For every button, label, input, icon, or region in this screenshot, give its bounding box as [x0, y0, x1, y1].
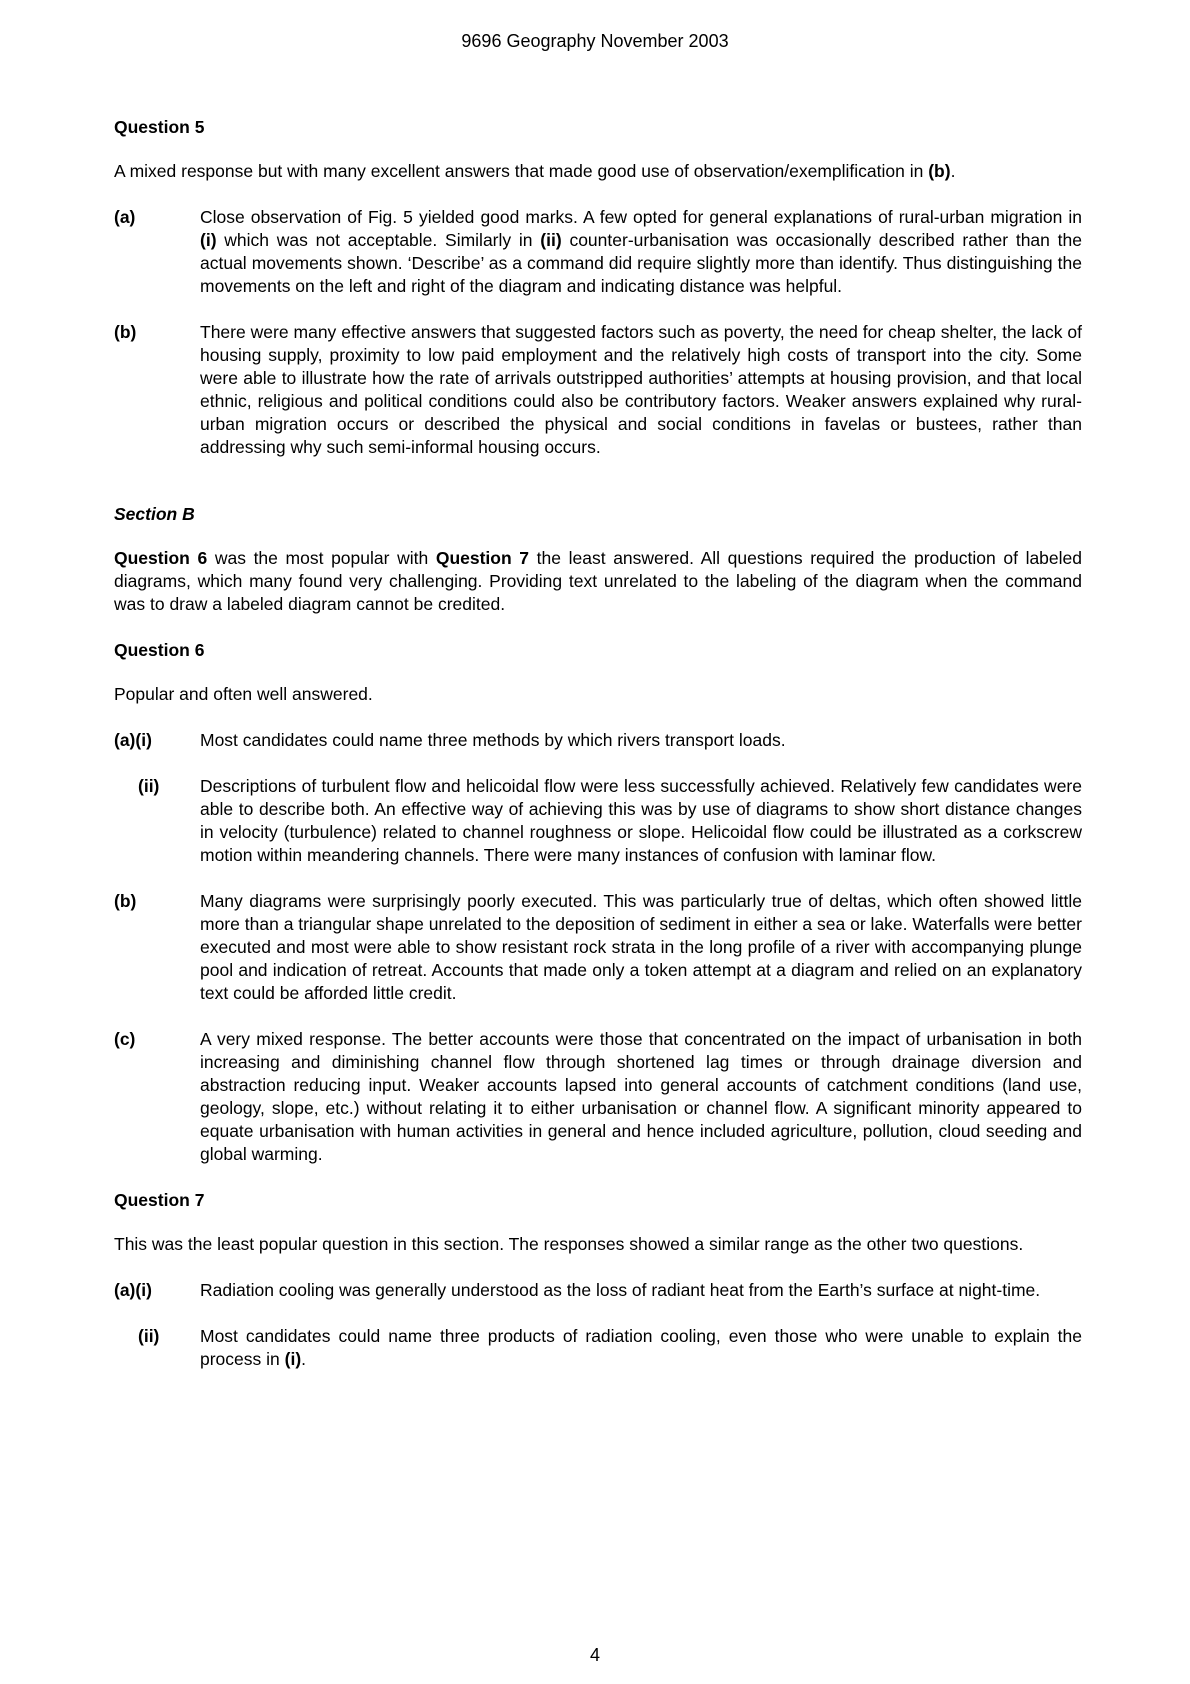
question-6-intro: Popular and often well answered. — [114, 684, 373, 704]
part-text: Descriptions of turbulent flow and helicoidal flow were less successfully achieved. Relatively few candidates were able to describe both. An effective way of achieving this was by use of diagrams to show short distance changes in velocity (turbulence) related to channel roughness or slope. Helicoidal flow could be illustrated as a corkscrew motion within meandering channels. There were many instances of confusion with laminar flow. — [200, 776, 1082, 865]
part-text: Radiation cooling was generally understood as the loss of radiant heat from the Earth’s surface at night-time. — [200, 1280, 1041, 1300]
part-label: (a)(i) — [114, 730, 152, 750]
part-label: (b) — [114, 322, 137, 342]
part-text: Most candidates could name three products of radiation cooling, even those who were unable to explain the process in (i). — [200, 1326, 1082, 1369]
question-7-part-a-i — [114, 1279, 1082, 1302]
page-content — [114, 116, 1082, 1371]
part-label: (ii) — [138, 776, 160, 796]
question-5-heading: Question 5 — [114, 117, 205, 137]
part-text: A very mixed response. The better accounts were those that concentrated on the impact of urbanisation in both increasing and diminishing channel flow through shortened lag times or through drainage diversion and abstraction reducing input. Weaker accounts lapsed into general accounts of catchment conditions (land use, geology, slope, etc.) without relating it to either urbanisation or channel flow. A significant minority appeared to equate urbanisation with human activities in general and hence included agriculture, pollution, cloud seeding and global warming. — [200, 1029, 1082, 1164]
question-6-heading: Question 6 — [114, 640, 205, 660]
question-5-intro: A mixed response but with many excellent answers that made good use of observation/exemplification in (b). — [114, 161, 956, 181]
part-label: (c) — [114, 1029, 136, 1049]
section-b-intro: Question 6 was the most popular with Question 7 the least answered. All questions required the production of labeled diagrams, which many found very challenging. Providing text unrelated to the labeling of the diagram when the command was to draw a labeled diagram cannot be credited. — [114, 548, 1083, 614]
part-label: (b) — [114, 891, 137, 911]
page-number: 4 — [589, 1645, 600, 1665]
part-text: Most candidates could name three methods by which rivers transport loads. — [200, 730, 786, 750]
part-text: There were many effective answers that suggested factors such as poverty, the need for cheap shelter, the lack of housing supply, proximity to low paid employment and the relatively high costs of transport into the city. Some were able to illustrate how the rate of arrivals outstripped authorities’ attempts at housing provision, and that local ethnic, religious and political conditions could also be contributory factors. Weaker answers explained why rural-urban migration occurs or described the physical and social conditions in favelas or bustees, rather than addressing why such semi-informal housing occurs. — [200, 322, 1082, 457]
question-6-part-b — [114, 890, 1082, 1005]
question-7-heading: Question 7 — [114, 1190, 205, 1210]
question-6-part-c — [114, 1028, 1082, 1166]
question-5-part-a — [114, 206, 1082, 298]
question-7-intro: This was the least popular question in this section. The responses showed a similar range as the other two questions. — [114, 1234, 1024, 1254]
part-text: Many diagrams were surprisingly poorly executed. This was particularly true of deltas, which often showed little more than a triangular shape unrelated to the deposition of sediment in either a sea or lake. Waterfalls were better executed and most were able to show resistant rock strata in the long profile of a river with accompanying plunge pool and indication of retreat. Accounts that made only a token attempt at a diagram and relied on an explanatory text could be afforded little credit. — [200, 891, 1082, 1003]
part-label: (ii) — [138, 1326, 160, 1346]
part-label: (a)(i) — [114, 1280, 152, 1300]
question-7-part-a-ii — [114, 1325, 1082, 1371]
part-text: Close observation of Fig. 5 yielded good marks. A few opted for general explanations of rural-urban migration in (i) which was not acceptable. Similarly in (ii) counter-urbanisation was occasionally described rather than the actual movements shown. ‘Describe’ as a command did require slightly more than identify. Thus distinguishing the movements on the left and right of the diagram and indicating distance was helpful. — [200, 207, 1082, 296]
question-6-part-a-i — [114, 729, 1082, 752]
question-5-part-b — [114, 321, 1082, 459]
running-header: 9696 Geography November 2003 — [461, 31, 729, 51]
part-label: (a) — [114, 207, 136, 227]
section-b-heading: Section B — [114, 504, 195, 524]
question-6-part-a-ii — [114, 775, 1082, 867]
